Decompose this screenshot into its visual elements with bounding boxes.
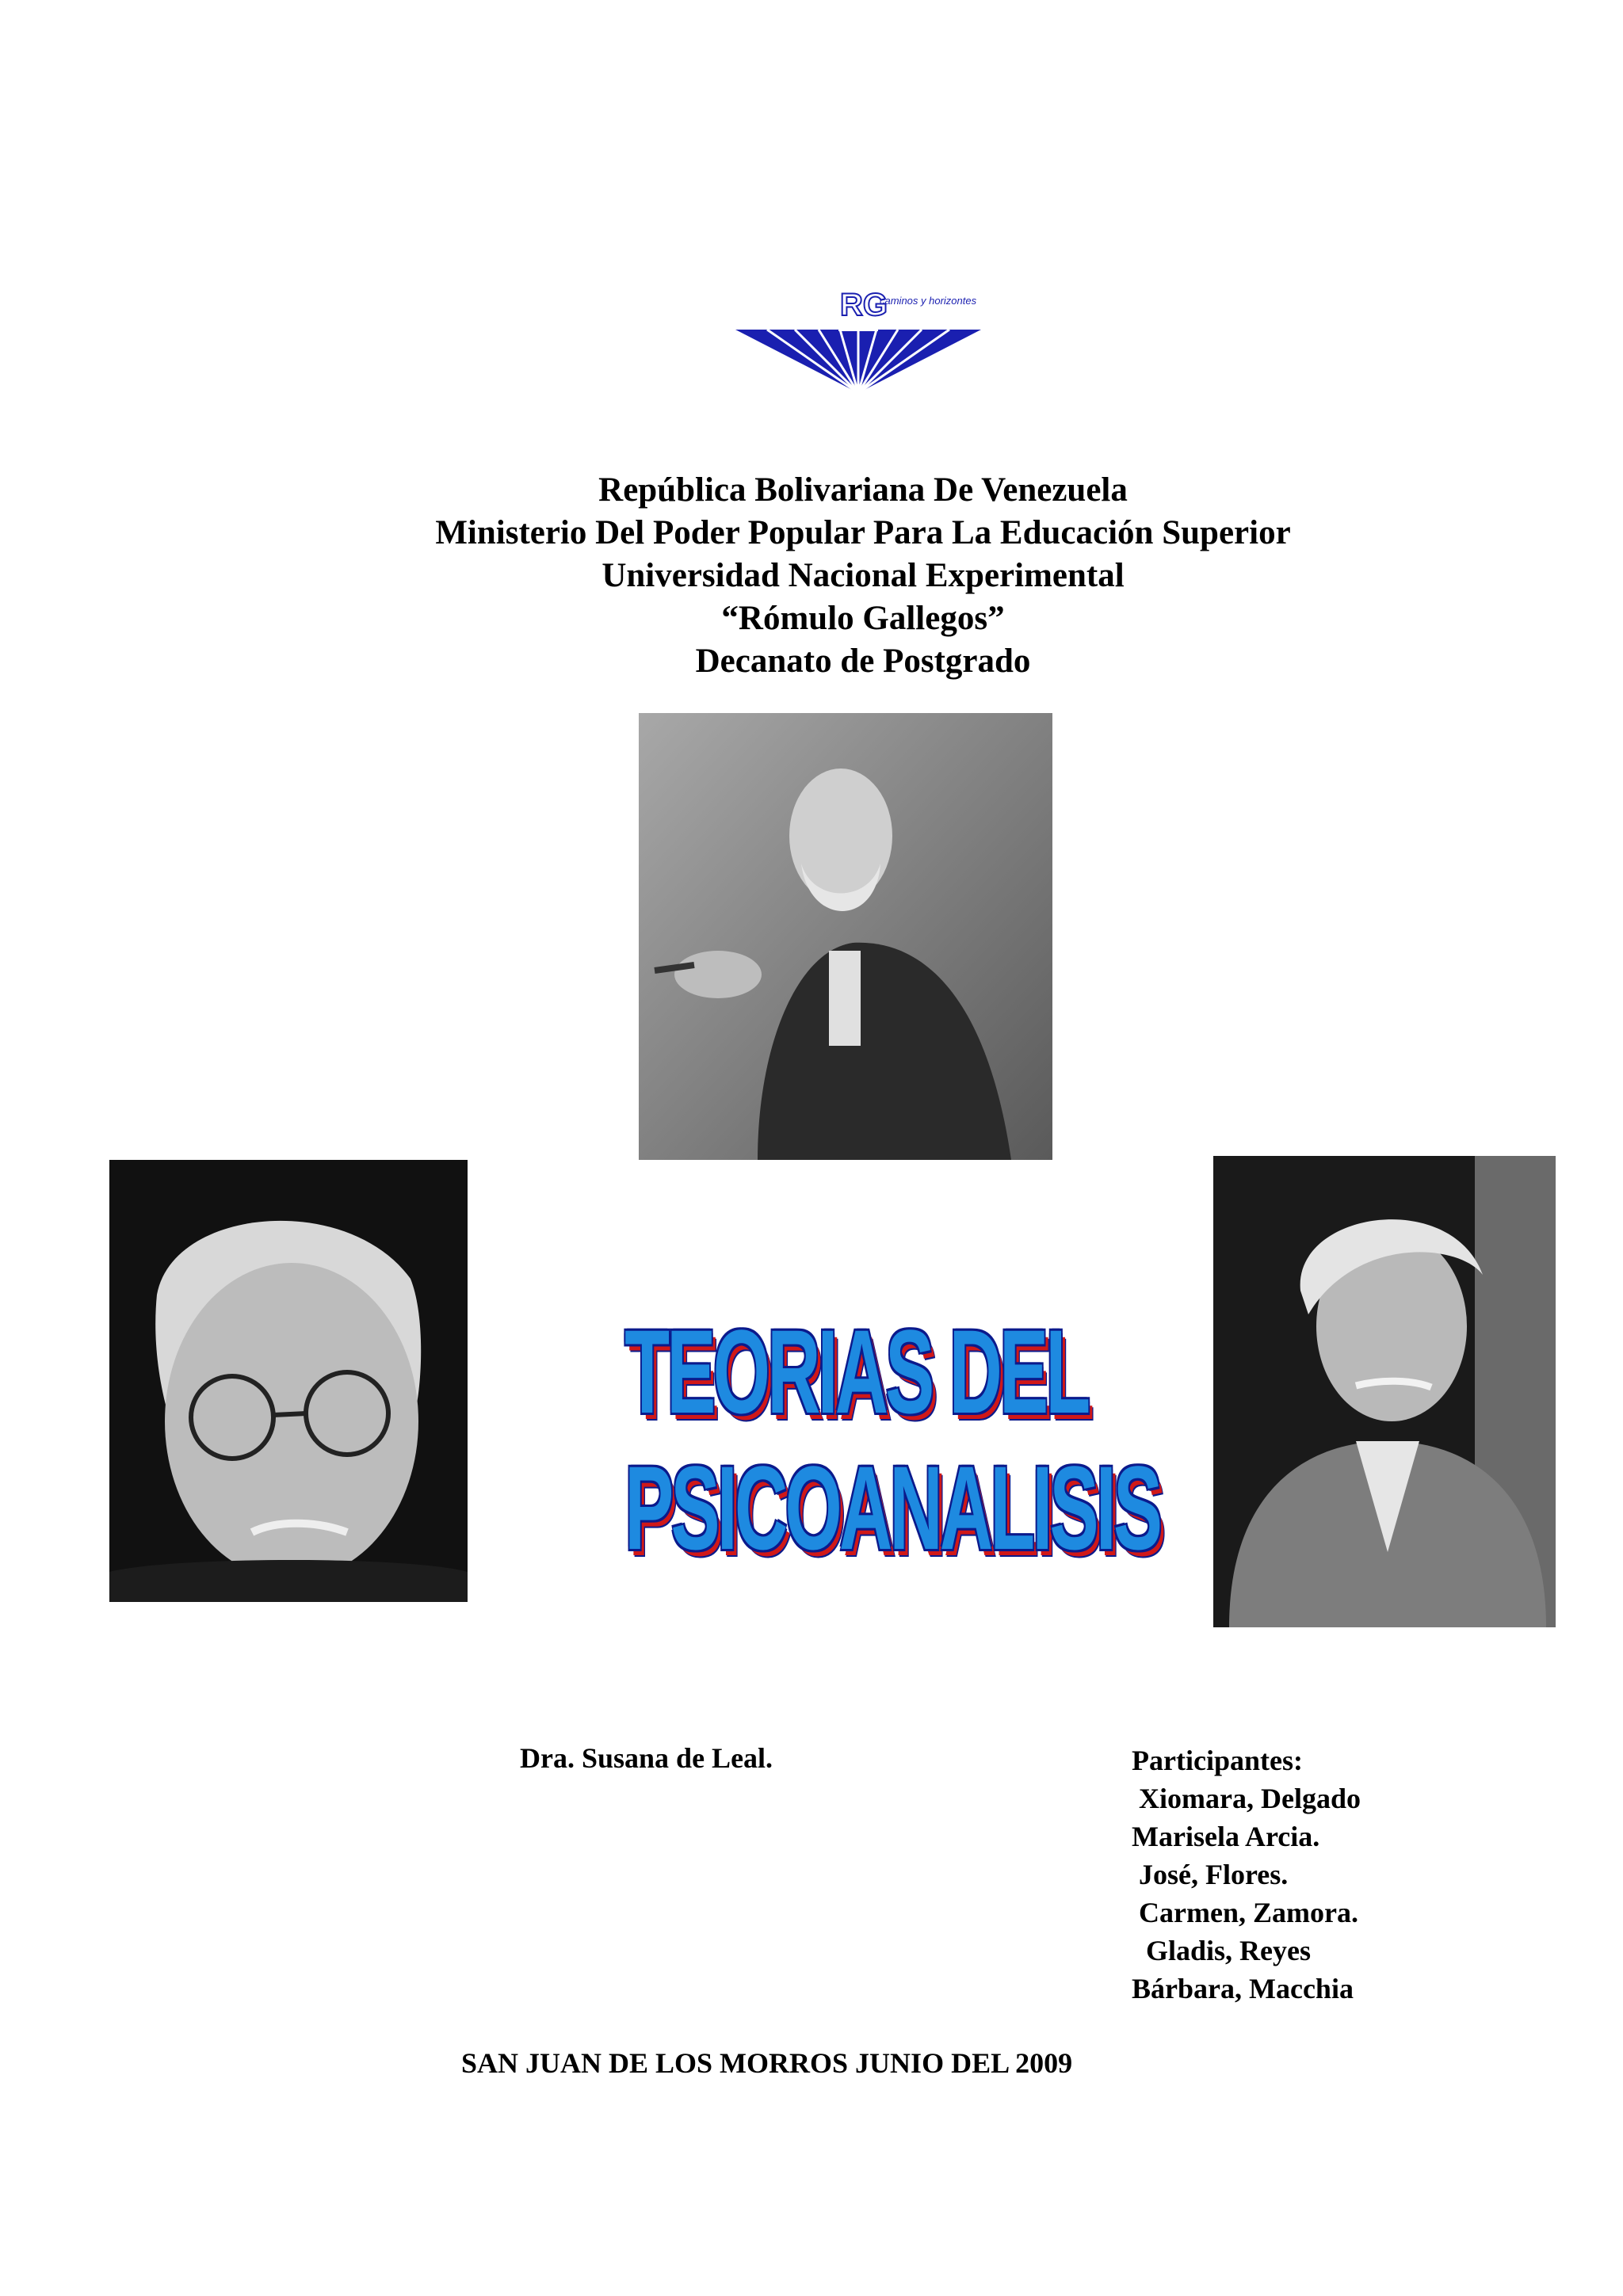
header-line-ministry: Ministerio Del Poder Popular Para La Educación Superior bbox=[435, 514, 1291, 551]
place-date-footer: SAN JUAN DE LOS MORROS JUNIO DEL 2009 bbox=[461, 2047, 1073, 2079]
portrait-photo-right bbox=[1213, 1156, 1556, 1627]
participant-name: Bárbara, Macchia bbox=[1132, 1973, 1354, 2004]
participant-name: Gladis, Reyes bbox=[1132, 1935, 1312, 1966]
participant-name: Marisela Arcia. bbox=[1132, 1821, 1320, 1852]
logo-tagline: caminos y horizontes bbox=[880, 295, 977, 307]
participant-name: José, Flores. bbox=[1132, 1859, 1289, 1890]
institution-header bbox=[0, 469, 1623, 683]
participants-heading: Participantes: bbox=[1132, 1745, 1303, 1776]
portrait-photo-center bbox=[639, 713, 1052, 1160]
header-line-country: República Bolivariana De Venezuela bbox=[598, 471, 1128, 509]
title-line-1: TEORIAS DEL bbox=[624, 1305, 1088, 1438]
participants-list bbox=[1132, 1741, 1361, 2008]
logo-monogram: RG bbox=[840, 288, 888, 322]
document-title bbox=[507, 1303, 1160, 1576]
header-line-dean-office: Decanato de Postgrado bbox=[695, 643, 1031, 680]
portrait-photo-left bbox=[109, 1160, 468, 1602]
participant-name: Carmen, Zamora. bbox=[1132, 1897, 1358, 1928]
participant-name: Xiomara, Delgado bbox=[1132, 1783, 1361, 1814]
header-line-university: Universidad Nacional Experimental bbox=[601, 557, 1125, 594]
header-line-university-name: “Rómulo Gallegos” bbox=[721, 600, 1005, 637]
advisor-name: Dra. Susana de Leal. bbox=[520, 1742, 773, 1774]
title-line-2: PSICOANALISIS bbox=[624, 1441, 1160, 1574]
